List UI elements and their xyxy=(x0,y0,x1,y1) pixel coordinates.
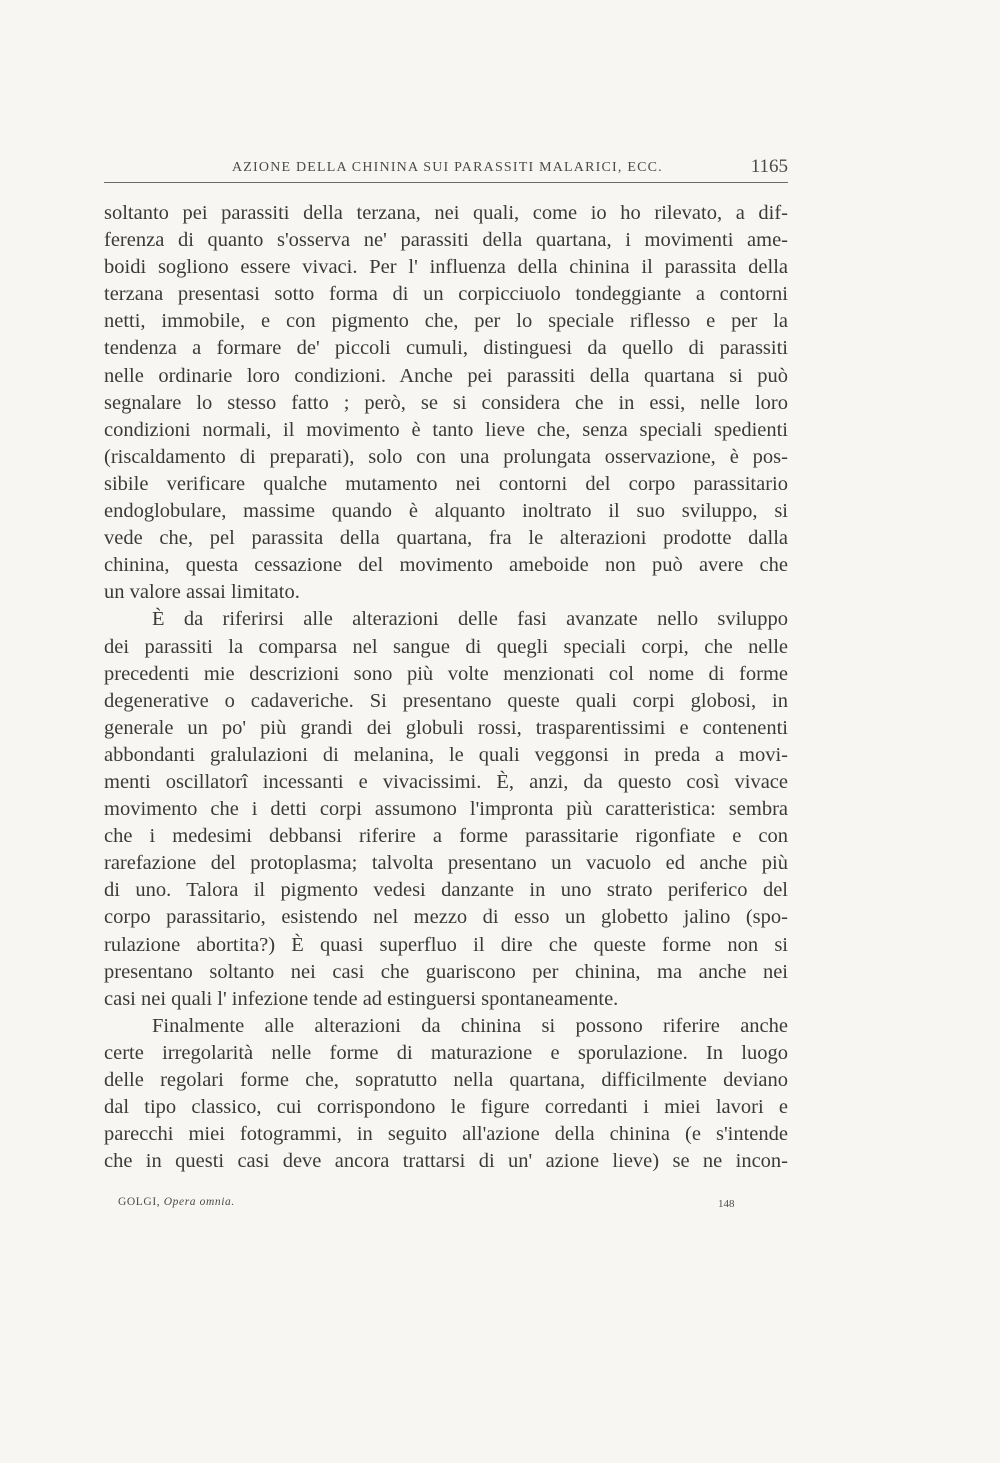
text-line: rarefazione del protoplasma; talvolta presentano un vacuolo ed anche più xyxy=(104,852,788,875)
text-line: casi nei quali l' infezione tende ad estinguersi spontaneamente. xyxy=(104,987,619,1010)
text-line: generale un po' più grandi dei globuli rossi, trasparentissimi e contenenti xyxy=(104,716,788,739)
text-line: corpo parassitario, esistendo nel mezzo di esso un globetto jalino (spo- xyxy=(104,906,788,929)
text-line: che i medesimi debbansi riferire a forme parassitarie rigonfiate e con xyxy=(104,825,788,848)
work-title: Opera omnia. xyxy=(163,1196,235,1208)
page-number: 1165 xyxy=(750,156,788,177)
text-line: boidi sogliono essere vivaci. Per l' influenza della chinina il parassita della xyxy=(104,256,788,279)
text-line: condizioni normali, il movimento è tanto lieve che, senza speciali spedienti xyxy=(104,418,788,441)
text-line: parecchi miei fotogrammi, in seguito all'azione della chinina (e s'intende xyxy=(104,1123,788,1146)
text-line: netti, immobile, e con pigmento che, per lo speciale riflesso e per la xyxy=(104,310,788,333)
text-line: ferenza di quanto s'osserva ne' parassiti della quartana, i movimenti ame- xyxy=(104,229,788,252)
text-line: nelle ordinarie loro condizioni. Anche pei parassiti della quartana si può xyxy=(104,364,788,387)
text-line: endoglobulare, massime quando è alquanto inoltrato il suo sviluppo, si xyxy=(104,500,788,523)
text-line: soltanto pei parassiti della terzana, nei quali, come io ho rilevato, a dif- xyxy=(104,202,788,224)
text-line: presentano soltanto nei casi che guariscono per chinina, ma anche nei xyxy=(104,960,788,983)
text-line: un valore assai limitato. xyxy=(104,581,300,604)
text-line: tendenza a formare de' piccoli cumuli, distinguesi da quello di parassiti xyxy=(104,337,788,360)
text-line: sibile verificare qualche mutamento nei contorni del corpo parassitario xyxy=(104,472,788,495)
running-title: AZIONE DELLA CHININA SUI PARASSITI MALARICI, ECC. xyxy=(232,160,663,175)
text-line: vede che, pel parassita della quartana, fra le alterazioni prodotte dalla xyxy=(104,527,788,550)
paragraph-start-line: È da riferirsi alle alterazioni delle fasi avanzate nello sviluppo xyxy=(152,608,788,631)
text-line: certe irregolarità nelle forme di maturazione e sporulazione. In luogo xyxy=(104,1041,788,1064)
text-line: che in questi casi deve ancora trattarsi di un' azione lieve) se ne incon- xyxy=(104,1150,788,1173)
running-header xyxy=(104,150,788,183)
text-line: di uno. Talora il pigmento vedesi danzante in uno strato periferico del xyxy=(104,879,788,902)
text-line: rulazione abortita?) È quasi superfluo il dire che queste forme non si xyxy=(104,933,788,956)
footer-author xyxy=(118,1196,235,1208)
text-line: abbondanti gralulazioni di melanina, le quali veggonsi in preda a movi- xyxy=(104,743,788,766)
text-line: degenerative o cadaveriche. Si presentano queste quali corpi globosi, in xyxy=(104,689,788,712)
signature-mark: 148 xyxy=(718,1198,735,1210)
text-line: movimento che i detti corpi assumono l'impronta più caratteristica: sembra xyxy=(104,798,788,821)
text-line: dal tipo classico, cui corrispondono le figure corredanti i miei lavori e xyxy=(104,1096,788,1119)
text-line: chinina, questa cessazione del movimento ameboide non può avere che xyxy=(104,554,788,577)
body-text xyxy=(104,200,788,1175)
text-line: menti oscillatorî incessanti e vivacissimi. È, anzi, da questo così vivace xyxy=(104,770,788,793)
text-line: precedenti mie descrizioni sono più volte menzionati col nome di forme xyxy=(104,662,788,685)
text-line: terzana presentasi sotto forma di un corpicciuolo tondeggiante a contorni xyxy=(104,283,788,306)
text-line: dei parassiti la comparsa nel sangue di quegli speciali corpi, che nelle xyxy=(104,635,788,658)
text-line: delle regolari forme che, sopratutto nella quartana, difficilmente deviano xyxy=(104,1069,788,1091)
text-line: segnalare lo stesso fatto ; però, se si considera che in essi, nelle loro xyxy=(104,391,788,414)
text-line: (riscaldamento di preparati), solo con una prolungata osservazione, è pos- xyxy=(104,445,788,468)
paragraph-start-line: Finalmente alle alterazioni da chinina si possono riferire anche xyxy=(152,1014,788,1037)
author-name: GOLGI, xyxy=(118,1196,161,1208)
